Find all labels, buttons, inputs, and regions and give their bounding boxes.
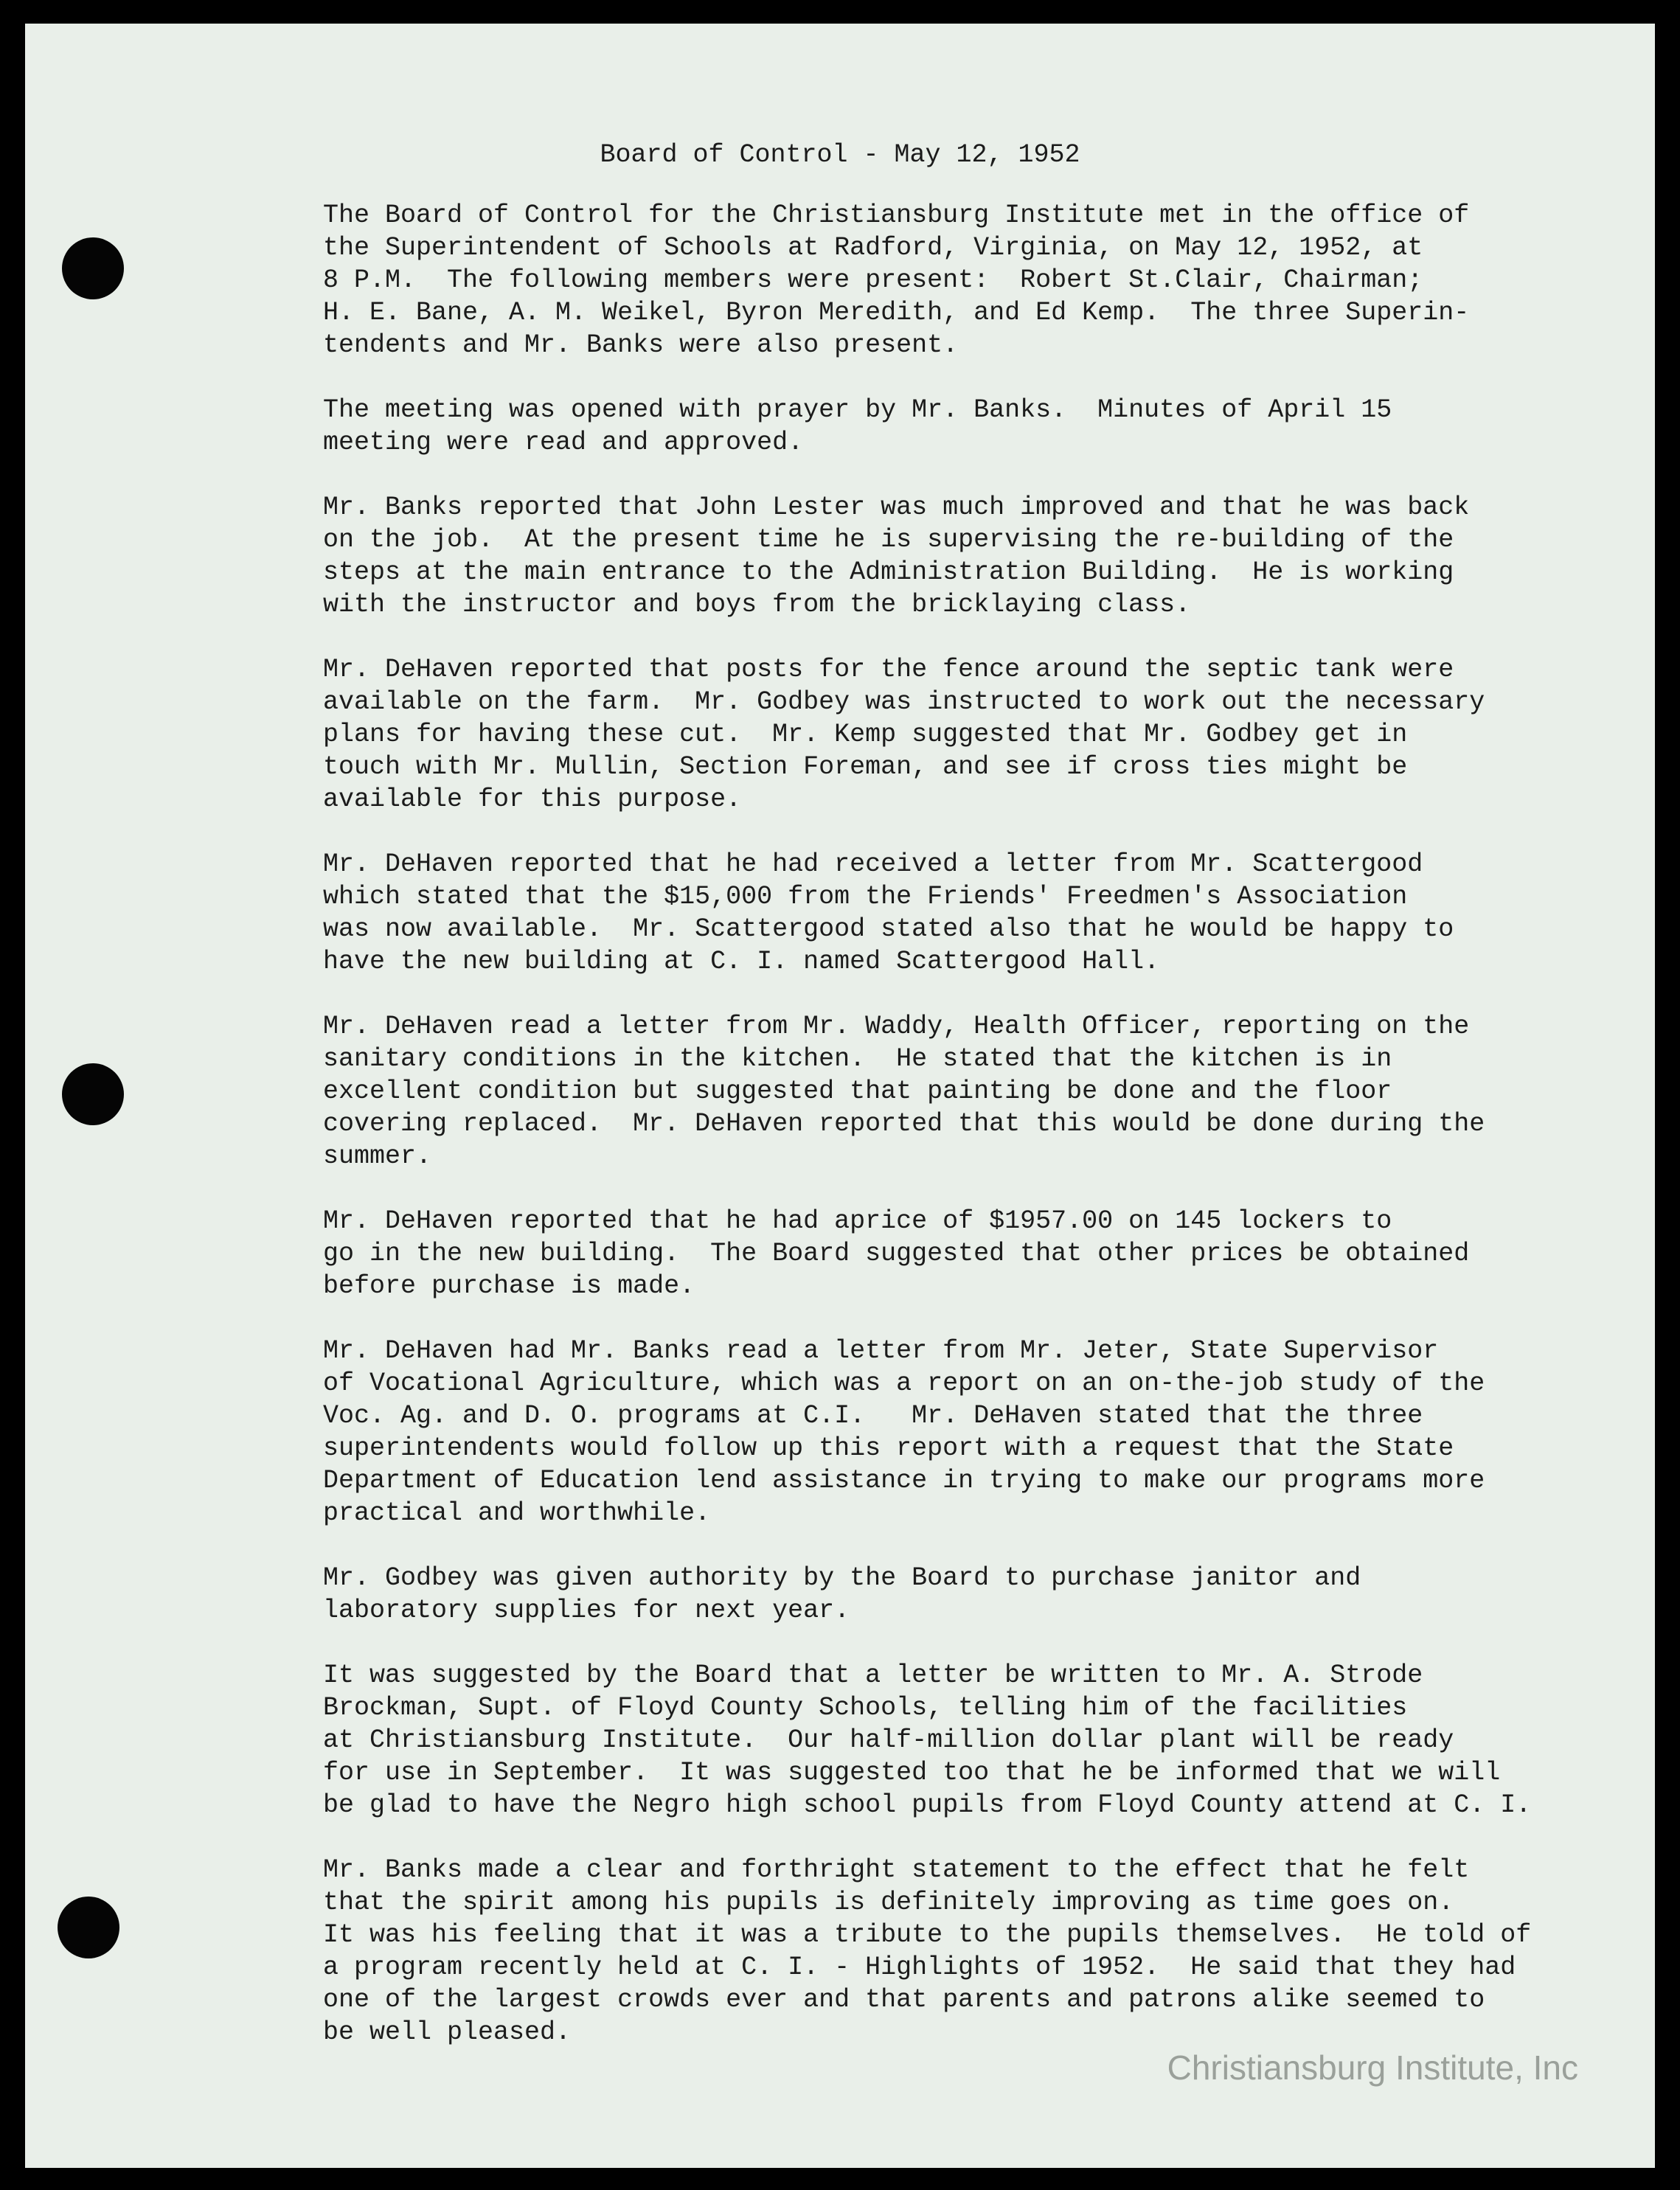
paragraph <box>323 1562 1621 1627</box>
paragraph <box>323 653 1621 816</box>
text-line: at Christiansburg Institute. Our half-million dollar plant will be ready <box>323 1725 1454 1755</box>
text-line: The meeting was opened with prayer by Mr. Banks. Minutes of April 15 <box>323 395 1392 425</box>
binder-hole <box>62 1063 124 1125</box>
text-line: a program recently held at C. I. - Highlights of 1952. He said that they had <box>323 1953 1516 1982</box>
binder-hole <box>58 1897 119 1958</box>
text-line: practical and worthwhile. <box>323 1498 711 1528</box>
text-line: Mr. DeHaven read a letter from Mr. Waddy, Health Officer, reporting on the <box>323 1012 1470 1041</box>
paragraph <box>323 394 1621 459</box>
text-line: Mr. DeHaven reported that posts for the fence around the septic tank were <box>323 655 1454 684</box>
text-line: The Board of Control for the Christiansburg Institute met in the office of <box>323 201 1470 230</box>
text-line: excellent condition but suggested that painting be done and the floor <box>323 1077 1392 1106</box>
document-body <box>323 199 1621 2081</box>
text-line: Voc. Ag. and D. O. programs at C.I. Mr. DeHaven stated that the three <box>323 1401 1423 1431</box>
text-line: be well pleased. <box>323 2017 572 2047</box>
paragraph <box>323 1854 1621 2048</box>
text-line: go in the new building. The Board suggested that other prices be obtained <box>323 1239 1470 1268</box>
text-line: one of the largest crowds ever and that parents and patrons alike seemed to <box>323 1985 1485 2015</box>
document-title: Board of Control - May 12, 1952 <box>600 140 1080 170</box>
text-line: was now available. Mr. Scattergood stated also that he would be happy to <box>323 914 1454 944</box>
text-line: Mr. DeHaven had Mr. Banks read a letter from Mr. Jeter, State Supervisor <box>323 1336 1439 1366</box>
text-line: Department of Education lend assistance in trying to make our programs more <box>323 1466 1485 1495</box>
paragraph <box>323 1205 1621 1302</box>
text-line: Mr. Godbey was given authority by the Board to purchase janitor and <box>323 1563 1361 1593</box>
text-line: Mr. Banks reported that John Lester was much improved and that he was back <box>323 493 1470 522</box>
text-line: plans for having these cut. Mr. Kemp suggested that Mr. Godbey get in <box>323 720 1408 749</box>
text-line: Mr. DeHaven reported that he had aprice of $1957.00 on 145 lockers to <box>323 1206 1392 1236</box>
text-line: H. E. Bane, A. M. Weikel, Byron Meredith, and Ed Kemp. The three Superin- <box>323 298 1470 327</box>
text-line: meeting were read and approved. <box>323 428 804 457</box>
text-line: available for this purpose. <box>323 785 742 814</box>
text-line: tendents and Mr. Banks were also present. <box>323 330 959 360</box>
watermark: Christiansburg Institute, Inc <box>1167 2048 1578 2087</box>
text-line: summer. <box>323 1141 432 1171</box>
text-line: superintendents would follow up this report with a request that the State <box>323 1433 1454 1463</box>
text-line: of Vocational Agriculture, which was a report on an on-the-job study of the <box>323 1369 1485 1398</box>
paragraph <box>323 199 1621 361</box>
text-line: Brockman, Supt. of Floyd County Schools, telling him of the facilities <box>323 1693 1408 1723</box>
text-line: laboratory supplies for next year. <box>323 1596 850 1625</box>
text-line: for use in September. It was suggested too that he be informed that we will <box>323 1758 1501 1787</box>
text-line: It was suggested by the Board that a letter be written to Mr. A. Strode <box>323 1661 1423 1690</box>
text-line: Mr. Banks made a clear and forthright statement to the effect that he felt <box>323 1855 1470 1885</box>
text-line: before purchase is made. <box>323 1271 695 1301</box>
text-line: covering replaced. Mr. DeHaven reported that this would be done during the <box>323 1109 1485 1139</box>
text-line: which stated that the $15,000 from the Friends' Freedmen's Association <box>323 882 1408 911</box>
text-line: steps at the main entrance to the Administration Building. He is working <box>323 557 1454 587</box>
text-line: sanitary conditions in the kitchen. He stated that the kitchen is in <box>323 1044 1392 1074</box>
text-line: It was his feeling that it was a tribute to the pupils themselves. He told of <box>323 1920 1532 1950</box>
paragraph <box>323 1010 1621 1172</box>
text-line: have the new building at C. I. named Scattergood Hall. <box>323 947 1160 976</box>
document-page <box>25 24 1655 2168</box>
paragraph <box>323 1659 1621 1821</box>
paragraph <box>323 491 1621 621</box>
paragraph <box>323 1335 1621 1529</box>
text-line: with the instructor and boys from the bricklaying class. <box>323 590 1191 619</box>
text-line: on the job. At the present time he is supervising the re-building of the <box>323 525 1454 555</box>
text-line: touch with Mr. Mullin, Section Foreman, and see if cross ties might be <box>323 752 1408 782</box>
text-line: be glad to have the Negro high school pupils from Floyd County attend at C. I. <box>323 1790 1532 1820</box>
text-line: 8 P.M. The following members were present: Robert St.Clair, Chairman; <box>323 265 1423 295</box>
text-line: the Superintendent of Schools at Radford, Virginia, on May 12, 1952, at <box>323 233 1423 263</box>
text-line: that the spirit among his pupils is definitely improving as time goes on. <box>323 1888 1454 1917</box>
text-line: Mr. DeHaven reported that he had received a letter from Mr. Scattergood <box>323 849 1423 879</box>
binder-hole <box>62 237 124 299</box>
text-line: available on the farm. Mr. Godbey was instructed to work out the necessary <box>323 687 1485 717</box>
paragraph <box>323 848 1621 978</box>
